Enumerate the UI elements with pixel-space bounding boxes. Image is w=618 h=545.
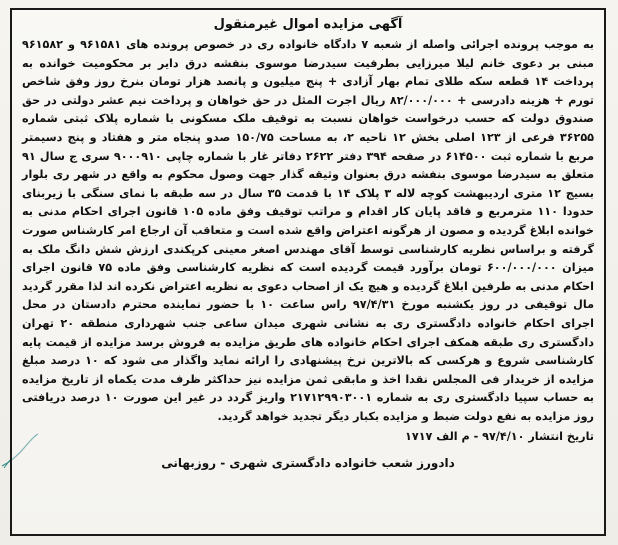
notice-title: آگهی مزایده اموال غیرمنقول bbox=[213, 17, 403, 32]
notice-body: به موجب پرونده اجرائی واصله از شعبه ۷ دادگاه خانواده ری در خصوص پرونده های ۹۶۱۵۸۱ و ۹۶۱۵۸۲ مبنی بر دعوی خانم لیلا میرزایی بطرفیت سیدرضا موسوی بنفشه درق دایر بر محکومیت خوانده به پرداخت ۱۴ قطعه سکه طلای تمام بهار آزادی + پنج میلیون و پانصد هزار تومان بنرخ روز وفق شاخص تورم + هزینه دادرسی + ۸۲/۰۰۰/۰۰۰ ریال اجرت المثل در حق خواهان و پرداخت نیم عشر دولتی در حق صندوق دولت که حسب درخواست خواهان نسبت به توقیف ملک مسکونی با شماره پلاک ثبتی شماره ۳۶۲۵۵ فرعی از ۱۲۳ اصلی بخش ۱۲ ناحیه ۲، به مساحت ۱۵۰/۷۵ صدو پنجاه متر و هفتاد و پنج دسیمتر مربع با شماره ثبت ۶۱۴۵۰۰ در صفحه ۳۹۴ دفتر ۲۶۲۲ دفاتر غار با شماره چاپی ۹۰۰۰۹۱۰ سری ج سال ۹۱ متعلق به سیدرضا موسوی بنفشه درق بعنوان وثیقه گذار جهت وصول محکوم به واقع در شهر ری بلوار بسیج ۱۲ متری اردیبهشت کوچه لاله ۳ پلاک ۱۴ با قدمت ۳۵ سال در سه طبقه با نمای سنگی با زیربنای حدودا ۱۱۰ مترمربع و فاقد پایان کار اقدام و مراتب توقیف وفق ماده ۱۰۵ قانون اجرای احکام مدنی به خوانده ابلاغ گردیده و مصون از هرگونه اعتراض واقع شده است و متعاقب آن ارجاع امر کارشناس صورت گرفته و براساس نظریه کارشناسی توسط آقای مهندس اصغر معینی کرپکندی ارزش شش دانگ ملک به میزان ۶۰۰/۰۰۰/۰۰۰ تومان برآورد قیمت گردیده است که نظریه کارشناسی وفق ماده ۷۵ قانون اجرای احکام مدنی به طرفین ابلاغ گردیده و هیچ یک از اصحاب دعوی به نظریه اعتراض نکرده اند لذا مقرر گردید مال توقیفی در روز یکشنبه مورخ ۹۷/۴/۳۱ راس ساعت ۱۰ با حضور نماینده محترم دادستان در محل اجرای احکام خانواده دادگستری ری به نشانی شهری میدان ساعی جنب شهرداری منطقه ۲۰ تهران دادگستری ری طبقه همکف اجرای احکام خانواده های طریق مزایده به فروش برسد مزایده از قیمت پایه کارشناسی شروع و هرکسی که بالاترین نرخ پیشنهادی را ارائه نماید واگذار می شود که ۱۰ درصد مبلغ مزایده از خریدار فی المجلس نقدا اخذ و مابقی ثمن مزایده نیز حداکثر ظرف مدت یکماه از تاریخ مزایده به حساب سپیا دادگستری ری به شماره ۲۱۷۱۲۹۹۰۳۰۰۱ واریز گردد در غیر این صورت ۱۰ درصد دریافتی روز مزایده به نفع دولت ضبط و مزایده بکبار دیگر تجدید خواهد گردید. bbox=[22, 38, 595, 423]
auction-notice-box bbox=[10, 8, 606, 536]
publish-date: تاریخ انتشار ۹۷/۴/۱۰ - م الف ۱۷۱۷ bbox=[405, 430, 594, 444]
signature-line: دادورز شعب خانواده دادگستری شهری - روزبهانی bbox=[161, 456, 455, 471]
